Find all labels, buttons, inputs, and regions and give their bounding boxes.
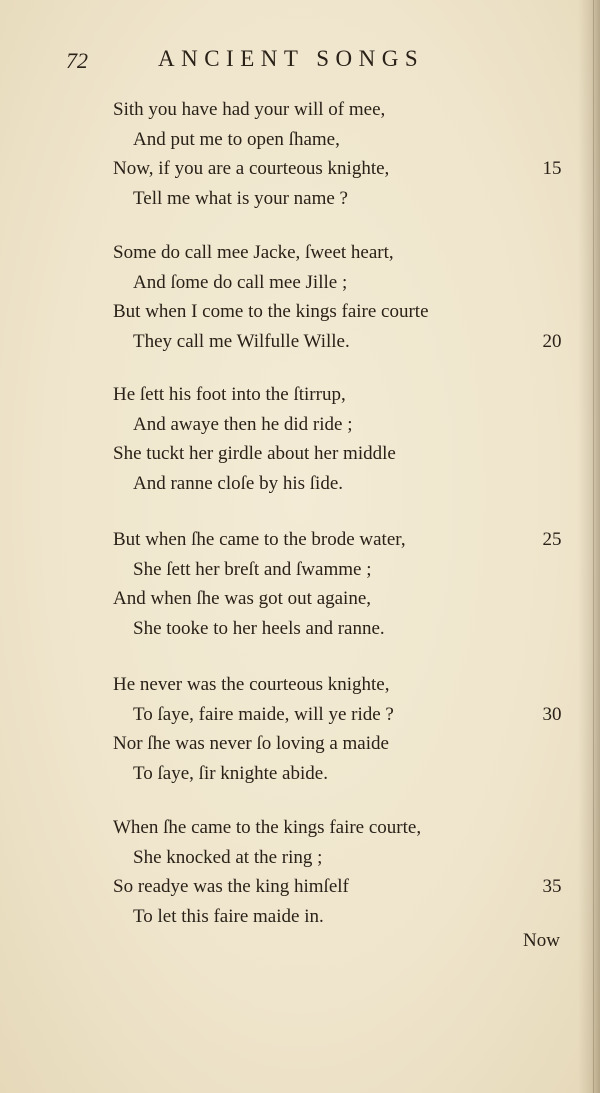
verse-text: Sith you have had your will of mee, xyxy=(113,99,386,120)
line-number: 30 xyxy=(542,703,562,725)
line-number: 25 xyxy=(542,529,562,550)
page-number: 72 xyxy=(66,48,88,73)
verse-line xyxy=(0,469,600,499)
verse-line xyxy=(0,555,600,585)
line-number: 15 xyxy=(542,158,562,179)
verse-line xyxy=(0,729,600,759)
verse-text: To ſaye, faire maide, will ye ride ? xyxy=(133,703,394,725)
verse-text: She knocked at the ring ; xyxy=(133,846,323,868)
verse-line xyxy=(0,439,600,469)
stanza-2 xyxy=(0,238,600,356)
verse-text: Some do call mee Jacke, ſweet heart, xyxy=(113,242,394,263)
verse-line xyxy=(0,843,600,873)
verse-text: But when ſhe came to the brode water, xyxy=(113,529,406,550)
verse-line xyxy=(0,584,600,614)
verse-line xyxy=(0,95,600,125)
verse-line xyxy=(0,184,600,214)
verse-text: He ſett his foot into the ſtirrup, xyxy=(113,384,346,405)
catchword: Now xyxy=(523,930,560,951)
verse-text: And put me to open ſhame, xyxy=(133,128,340,150)
stanza-3 xyxy=(0,380,600,498)
verse-line xyxy=(0,154,600,184)
verse-text: He never was the courteous knighte, xyxy=(113,674,390,695)
verse-line xyxy=(0,670,600,700)
verse-text: She tuckt her girdle about her middle xyxy=(113,443,396,464)
verse-text: To ſaye, ſir knighte abide. xyxy=(133,762,328,784)
verse-line xyxy=(0,297,600,327)
verse-line xyxy=(0,238,600,268)
verse-text: But when I come to the kings faire courte xyxy=(113,301,429,322)
line-number: 20 xyxy=(542,330,562,352)
verse-line xyxy=(0,872,600,902)
verse-text: Tell me what is your name ? xyxy=(133,187,348,209)
verse-line xyxy=(0,525,600,555)
stanza-4 xyxy=(0,525,600,643)
verse-text: So readye was the king himſelf xyxy=(113,876,349,897)
verse-text: And when ſhe was got out againe, xyxy=(113,588,372,609)
verse-text: When ſhe came to the kings faire courte, xyxy=(113,817,422,838)
verse-line xyxy=(0,327,600,357)
verse-text: They call me Wilfulle Wille. xyxy=(133,330,350,352)
stanza-1 xyxy=(0,95,600,213)
verse-line xyxy=(0,759,600,789)
verse-text: To let this faire maide in. xyxy=(133,905,324,927)
verse-text: And ſome do call mee Jille ; xyxy=(133,271,348,293)
verse-line xyxy=(0,614,600,644)
line-number: 35 xyxy=(542,876,562,897)
verse-text: She tooke to her heels and ranne. xyxy=(133,617,385,639)
verse-line xyxy=(0,125,600,155)
verse-text: And ranne cloſe by his ſide. xyxy=(133,472,344,494)
verse-text: And awaye then he did ride ; xyxy=(133,413,353,435)
verse-line xyxy=(0,813,600,843)
stanza-5 xyxy=(0,670,600,788)
verse-text: Nor ſhe was never ſo loving a maide xyxy=(113,733,389,754)
verse-text: Now, if you are a courteous knighte, xyxy=(113,158,390,179)
verse-line xyxy=(0,380,600,410)
verse-line xyxy=(0,268,600,298)
stanza-6 xyxy=(0,813,600,931)
verse-text: She ſett her breſt and ſwamme ; xyxy=(133,558,372,580)
page-header xyxy=(0,46,600,76)
verse-line xyxy=(0,410,600,440)
verse-line xyxy=(0,902,600,932)
verse-line xyxy=(0,700,600,730)
running-title: ANCIENT SONGS xyxy=(158,46,425,71)
